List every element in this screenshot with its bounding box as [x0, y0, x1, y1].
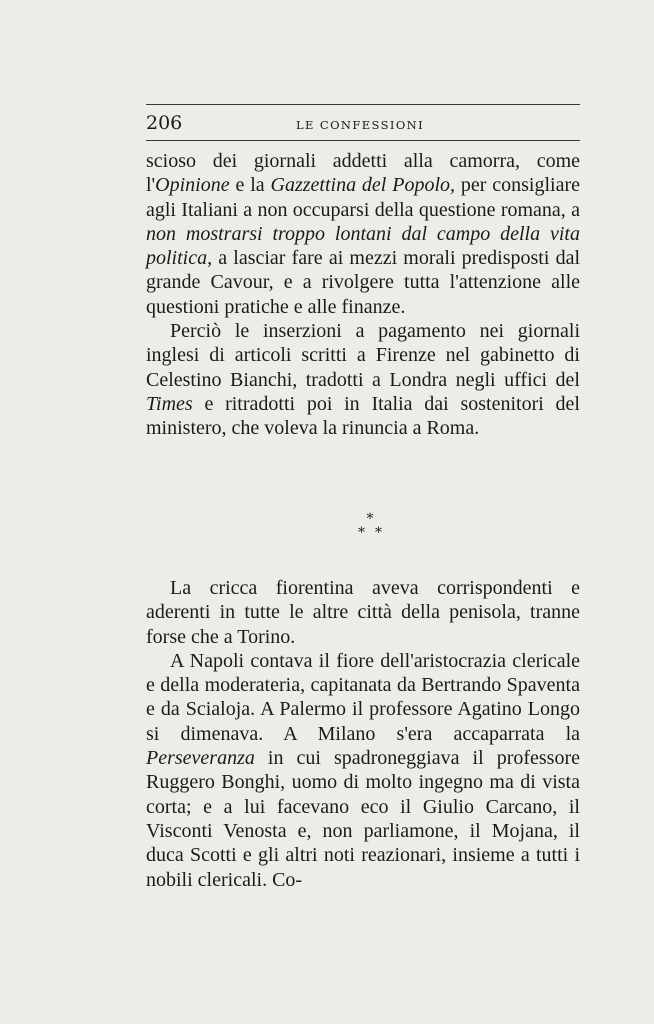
page-number: 206: [146, 112, 183, 134]
section-break-asterism: [330, 512, 410, 552]
text-run: Perciò le inserzioni a pagamento nei giornali inglesi di articoli scritti a Firenze nel gabinetto di Celestino Bianchi, tradotti a Londra negli uffici del: [146, 320, 580, 391]
asterism-top: *: [366, 511, 374, 527]
text-block-1: [146, 149, 580, 441]
text-run: in cui spadroneggiava il professore Ruggero Bonghi, uomo di molto ingegno ma di vista corta; e a lui facevano eco il Giulio Carcano, il Visconti Venosta e, non parliamone, il Mojana, il duca Scotti e gli altri noti reazionari, insieme a tutti i nobili clericali. Co-: [146, 747, 580, 891]
text-run: a lasciar fare ai mezzi morali predisposti dal grande Cavour, e a rivolgere tutta l'attenzione alle questioni pratiche e alle finanze.: [146, 247, 580, 318]
text-run: A Napoli contava il fiore dell'aristocrazia clericale e della moderateria, capitanata da Bertrando Spaventa e da Scialoja. A Palermo il professore Agatino Longo si dimenava. A Milano s'era accaparrata la: [146, 649, 580, 745]
paragraph: [146, 149, 580, 319]
italic-run: Times: [146, 392, 193, 415]
italic-run: non mostrarsi troppo lontani dal campo della vita politica,: [146, 222, 580, 270]
text-run: e la: [229, 174, 271, 197]
text-run: e ritradotti poi in Italia dai sostenitori del ministero, che voleva la rinuncia a Roma.: [146, 392, 580, 440]
header-bottom-rule: [146, 140, 580, 141]
text-block-2: [146, 576, 580, 892]
italic-run: Perseveranza: [146, 747, 255, 770]
asterism-bottom: **: [358, 525, 392, 541]
running-title: LE CONFESSIONI: [296, 118, 425, 132]
paragraph: [146, 319, 580, 440]
text-run: scioso dei giornali addetti alla camorra, come l': [146, 150, 580, 197]
page-header: [146, 112, 580, 136]
italic-run: Opinione: [155, 174, 230, 197]
paragraph: [146, 576, 580, 649]
italic-run: Gazzettina del Popolo,: [270, 174, 456, 197]
header-top-rule: [146, 104, 580, 105]
text-run: La cricca fiorentina aveva corrispondenti e aderenti in tutte le altre città della penisola, tranne forse che a Torino.: [146, 577, 580, 648]
text-run: per consigliare agli Italiani a non occuparsi della questione romana, a: [146, 174, 581, 221]
paragraph: [146, 649, 580, 892]
